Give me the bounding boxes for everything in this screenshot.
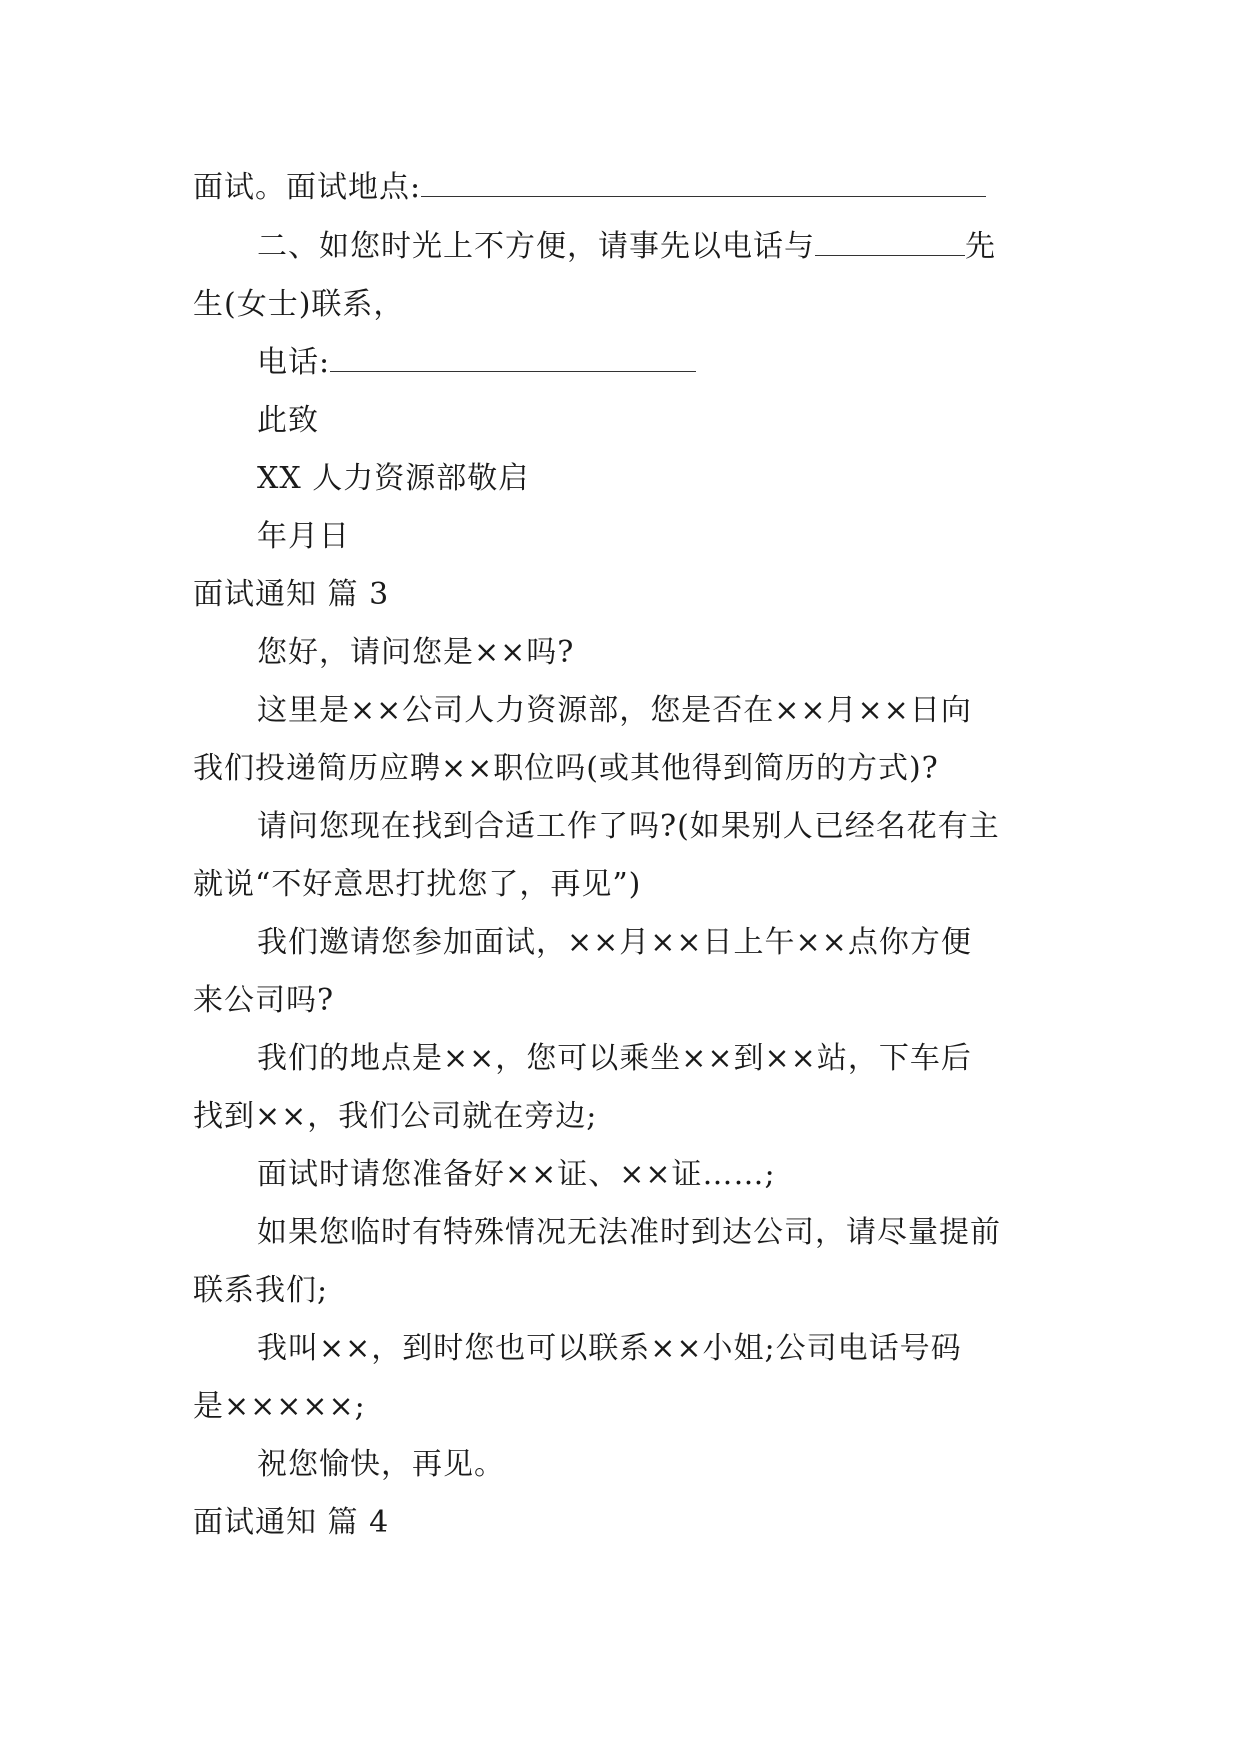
paragraph-text: 是×××××;: [193, 1389, 366, 1424]
paragraph-text: 我们邀请您参加面试，××月××日上午××点你方便: [257, 925, 972, 960]
paragraph-cont: [193, 1387, 366, 1427]
contact-text-cont: 生(女士)联系，: [193, 287, 405, 322]
contact-line-cont: [193, 285, 404, 325]
paragraph: [257, 923, 972, 963]
paragraph-text: 面试时请您准备好××证、××证……;: [257, 1157, 776, 1192]
paragraph-text: 这里是××公司人力资源部，您是否在××月××日向: [257, 693, 972, 728]
paragraph-text: 请问您现在找到合适工作了吗?(如果别人已经名花有主: [257, 809, 1000, 844]
closing-line: [257, 401, 319, 441]
section-heading-4: [193, 1503, 389, 1543]
paragraph-text: 祝您愉快，再见。: [257, 1447, 505, 1482]
date-text: 年月日: [257, 519, 350, 554]
paragraph-text: 如果您临时有特殊情况无法准时到达公司，请尽量提前: [257, 1215, 1001, 1250]
paragraph-text: 我们的地点是××，您可以乘坐××到××站，下车后: [257, 1041, 972, 1076]
date-line: [257, 517, 350, 557]
paragraph: [257, 633, 574, 673]
paragraph-cont: [193, 1097, 597, 1137]
paragraph: [257, 1039, 972, 1079]
interview-location-line: [193, 168, 986, 208]
paragraph-text: 来公司吗?: [193, 983, 335, 1018]
contact-name-blank: [815, 229, 965, 256]
paragraph-cont: [193, 749, 939, 789]
phone-label: 电话:: [257, 345, 331, 380]
paragraph-text: 我叫××，到时您也可以联系××小姐;公司电话号码: [257, 1331, 962, 1366]
paragraph: [257, 1155, 776, 1195]
contact-line: [257, 227, 996, 267]
paragraph-text: 找到××，我们公司就在旁边;: [193, 1099, 598, 1134]
paragraph-text: 您好，请问您是××吗?: [257, 635, 575, 670]
paragraph-text: 就说“不好意思打扰您了，再见”): [193, 867, 642, 902]
section-heading-3-text: 面试通知 篇 3: [193, 577, 390, 612]
paragraph: [257, 691, 972, 731]
section-heading-3: [193, 575, 389, 615]
phone-blank: [330, 345, 696, 372]
contact-text: 二、如您时光上不方便，请事先以电话与: [257, 229, 815, 264]
paragraph-text: 联系我们;: [193, 1273, 329, 1308]
section-heading-4-text: 面试通知 篇 4: [193, 1505, 390, 1540]
signature-text: XX 人力资源部敬启: [257, 461, 530, 496]
location-blank: [421, 170, 986, 197]
paragraph: [257, 807, 1000, 847]
paragraph-text: 我们投递简历应聘××职位吗(或其他得到简历的方式)?: [193, 751, 939, 786]
phone-line: [257, 343, 696, 383]
paragraph-cont: [193, 1271, 328, 1311]
paragraph-cont: [193, 865, 641, 905]
contact-suffix: 先: [965, 229, 996, 264]
paragraph: [257, 1445, 505, 1485]
signature-line: [257, 459, 529, 499]
paragraph-cont: [193, 981, 334, 1021]
paragraph: [257, 1329, 962, 1369]
interview-location-label: 面试。面试地点:: [193, 170, 422, 205]
closing-text: 此致: [257, 403, 319, 438]
paragraph: [257, 1213, 1001, 1253]
